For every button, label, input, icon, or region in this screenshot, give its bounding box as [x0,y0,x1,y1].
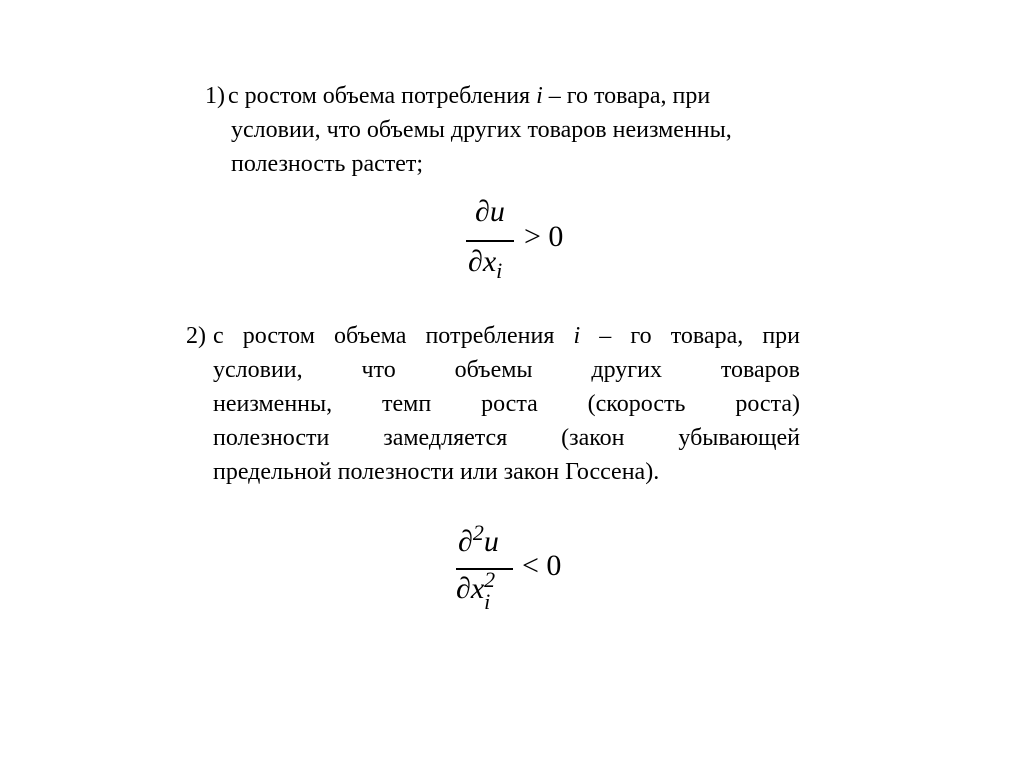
formula-2-denominator: ∂x 2 i [456,567,496,614]
formula-2-relation: < 0 [522,549,562,582]
list-item-2-line-5: предельной полезности или закон Госсена). [213,459,660,485]
second-derivative-formula [456,520,586,630]
variable-i: i [536,83,543,109]
list-item-2-line-1: с ростом объема потребления i – го товара, при [213,323,801,349]
list-item-1-line-2: условии, что объемы других товаров неизменны, [231,117,732,143]
list-item-1-line-3: полезность растет; [231,151,424,177]
list-number-2: 2) [186,323,206,349]
list-number-1: 1) [205,83,225,109]
formula-1-numerator: ∂u [475,195,505,228]
first-derivative-formula [466,195,586,295]
formula-1-denominator: $\partial x_i$ [468,245,503,283]
list-item-2-line-3: неизменны, темп роста (скорость роста) [213,391,800,417]
list-item-2-line-4: полезности замедляется (закон убывающей [213,425,800,451]
list-item-2-text [213,319,800,489]
list-item-2-line-2: условии, что объемы других товаров [213,357,800,383]
formula-1-fraction-bar [466,240,514,242]
list-item-1-text [228,79,828,181]
formula-1-relation: > 0 [524,220,564,253]
formula-2-numerator: ∂$^2$u [458,520,499,558]
list-item-1-line-1: с ростом объема потребления i – го товара, при [228,83,711,109]
variable-i: i [573,323,581,349]
